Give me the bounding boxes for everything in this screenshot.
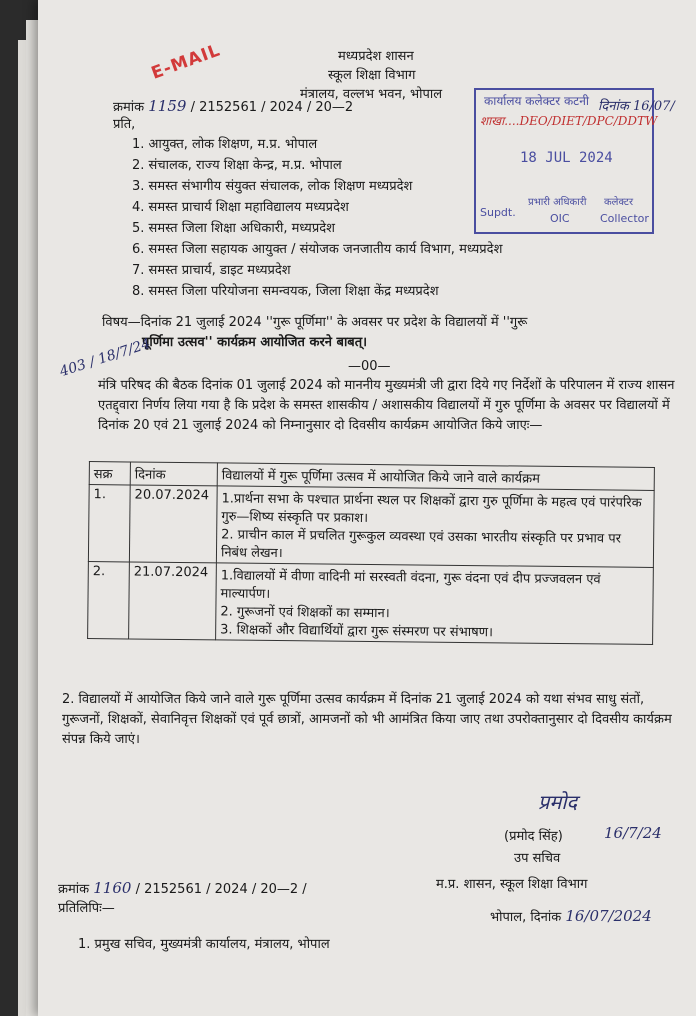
table-row: [88, 485, 654, 568]
ref-handwritten-number: 1159: [148, 97, 187, 115]
table-header-program: विद्यालयों में गुरू पूर्णिमा उत्सव में आयोजित किये जाने वाले कार्यक्रम: [217, 463, 654, 491]
program-item: 2. प्राचीन काल में प्रचलित गुरूकुल व्यवस्था एवं उसका भारतीय संस्कृति पर प्रभाव पर निबंध लेखन।: [220, 527, 622, 562]
table-cell-sno: 1.: [88, 485, 130, 562]
paragraph-2: 2. विद्यालयों में आयोजित किये जाने वाले गुरू पूर्णिमा उत्सव कार्यक्रम में दिनांक 21 जुलाई 2024 को यथा संभव साधु संतों, गुरूजनों, शिक्षकों, सेवानिवृत्त शिक्षकों एवं पूर्व छात्रों, आमजनों को भी आमंत्रित किया जाए तथा उपरोक्तानुसार दो दिवसीय कार्यक्रम संपन्न किये जाएं।: [62, 692, 672, 748]
place-date-label: भोपाल, दिनांक: [490, 910, 562, 925]
stamp-branch: शाखा....DEO/DIET/DPC/DDTW: [480, 114, 658, 128]
copy-ref-handwritten-number: 1160: [93, 879, 132, 897]
table-cell-sno: 2.: [88, 562, 130, 639]
ref-prefix: क्रमांक: [113, 100, 145, 115]
signature-date: 16/7/24: [604, 824, 662, 842]
recipient-5: 5. समस्त जिला शिक्षा अधिकारी, मध्यप्रदेश: [132, 221, 335, 236]
recipient-8: 8. समस्त जिला परियोजना समन्वयक, जिला शिक्षा केंद्र मध्यप्रदेश: [132, 284, 439, 299]
subject-line-1: विषय—दिनांक 21 जुलाई 2024 ''गुरू पूर्णिमा'' के अवसर पर प्रदेश के विद्यालयों में ''गुरू: [102, 315, 528, 330]
recipient-4: 4. समस्त प्राचार्य शिक्षा महाविद्यालय मध्यप्रदेश: [132, 200, 349, 215]
reference-number: [113, 96, 353, 117]
footer-place-date: [490, 906, 652, 927]
recipient-1: 1. आयुक्त, लोक शिक्षण, म.प्र. भोपाल: [132, 137, 318, 152]
table-cell-program: [216, 486, 654, 568]
stamp-label-collector: Collector: [600, 212, 649, 225]
copy-ref-prefix: क्रमांक: [58, 882, 90, 897]
letter-page: [38, 0, 696, 1016]
table-cell-program: [216, 563, 654, 645]
to-label: प्रति,: [113, 117, 136, 132]
subject-separator: —00—: [348, 359, 391, 374]
table-header-sno: सक्र: [89, 462, 130, 485]
stamp-label-oic-hi: प्रभारी अधिकारी: [528, 197, 587, 208]
copy-reference-number: [58, 878, 307, 899]
stamp-label-oic: OIC: [550, 212, 570, 225]
program-item: 2. गुरूजनों एवं शिक्षकों का सम्मान।: [220, 604, 390, 622]
header-govt: मध्यप्रदेश शासन: [338, 49, 414, 64]
header-department: स्कूल शिक्षा विभाग: [328, 68, 416, 83]
email-stamp: E-MAIL: [148, 40, 224, 84]
stamp-title: कार्यालय कलेक्टर कटनी: [484, 94, 589, 108]
recipient-6: 6. समस्त जिला सहायक आयुक्त / संयोजक जनजातीय कार्य विभाग, मध्यप्रदेश: [132, 242, 503, 257]
program-table: [87, 461, 655, 645]
copy-recipient-1: 1. प्रमुख सचिव, मुख्यमंत्री कार्यालय, मंत्रालय, भोपाल: [78, 937, 330, 952]
body-paragraph: मंत्रि परिषद की बैठक दिनांक 01 जुलाई 2024 को माननीय मुख्यमंत्री जी द्वारा दिये गए निर्देशों के परिपालन में राज्य शासन एतद्द्वारा निर्णय लिया गया है कि प्रदेश के समस्त शासकीय / अशासकीय विद्यालयों में गुरु पूर्णिमा के अवसर पर विद्यालयों में दिनांक 20 एवं 21 जुलाई 2024 को निम्नानुसार दो दिवसीय कार्यक्रम आयोजित किये जाएः—: [98, 378, 675, 434]
header-address: मंत्रालय, वल्लभ भवन, भोपाल: [300, 87, 443, 102]
footer-department: म.प्र. शासन, स्कूल शिक्षा विभाग: [436, 877, 588, 892]
table-header-date: दिनांक: [130, 462, 217, 486]
ref-suffix: / 2152561 / 2024 / 20—2: [190, 100, 354, 115]
recipient-3: 3. समस्त संभागीय संयुक्त संचालक, लोक शिक्षण मध्यप्रदेश: [132, 179, 413, 194]
stamp-label-supdt: Supdt.: [480, 206, 516, 219]
copy-ref-suffix: / 2152561 / 2024 / 20—2 /: [135, 882, 307, 897]
signatory-designation: उप सचिव: [514, 851, 561, 866]
program-item: 1.प्रार्थना सभा के पश्चात प्रार्थना स्थल पर शिक्षकों द्वारा गुरु पूर्णिमा के महत्व एवं पारंपरिक गुरु—शिष्य संस्कृति पर प्रकाश।: [221, 491, 642, 526]
inward-handwritten-note: 403 / 18/7/24: [57, 335, 153, 381]
program-item: 3. शिक्षकों और विद्यार्थियों द्वारा गुरू संस्मरण पर संभाषण।: [220, 622, 494, 641]
recipient-2: 2. संचालक, राज्य शिक्षा केन्द्र, म.प्र. भोपाल: [132, 158, 342, 173]
handwritten-receipt-date: दिनांक 16/07/: [598, 99, 675, 114]
program-item: 1.विद्यालयों में वीणा वादिनी मां सरस्वती वंदना, गुरू वंदना एवं दीप प्रज्जवलन एवं माल्यार्पण।: [220, 568, 601, 602]
recipient-7: 7. समस्त प्राचार्य, डाइट मध्यप्रदेश: [132, 263, 291, 278]
stamp-label-collector-hi: कलेक्टर: [604, 197, 634, 208]
stamp-date: 18 JUL 2024: [520, 150, 613, 166]
copy-label: प्रतिलिपिः—: [58, 901, 115, 916]
table-cell-date: 21.07.2024: [129, 562, 217, 640]
subject-line-2: पूर्णिमा उत्सव'' कार्यक्रम आयोजित करने बाबत्।: [142, 335, 368, 350]
table-cell-date: 20.07.2024: [129, 485, 217, 563]
table-row: [88, 562, 654, 645]
signature-scribble: प्रमोद: [538, 790, 578, 814]
signatory-name: (प्रमोद सिंह): [504, 829, 563, 844]
handwritten-footer-date: 16/07/2024: [565, 907, 652, 925]
